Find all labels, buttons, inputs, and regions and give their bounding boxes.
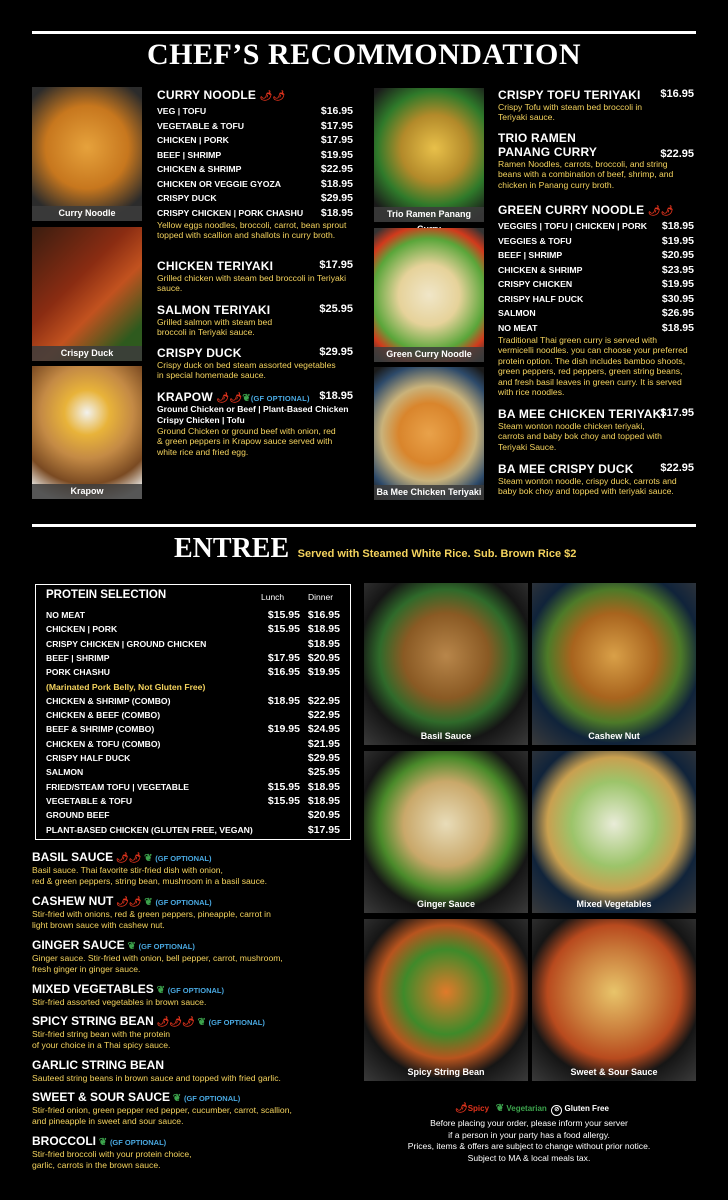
item-price: $25.95 — [319, 303, 353, 315]
chili-icon: 🌶 — [455, 1103, 468, 1114]
dish-description — [32, 997, 332, 1008]
entree-dish-title — [32, 982, 224, 996]
price-row — [498, 263, 694, 278]
protein-label: SALMON — [46, 767, 84, 778]
footer-note — [362, 1118, 696, 1164]
protein-header: PROTEIN SELECTION — [46, 589, 167, 601]
photo-basil-sauce — [364, 583, 528, 745]
photo-sweet-sour-sauce — [532, 919, 696, 1081]
price-row — [157, 191, 353, 206]
trio-ramen-item — [498, 131, 694, 190]
item-description: Yellow eggs noodles, broccoli, carrot, bean sprout topped with scallion and shallots in curry broth. — [157, 220, 347, 241]
dish-description-line-1: Sauteed string beans in brown sauce and topped with fried garlic. — [32, 1073, 281, 1083]
item-name: KRAPOW — [157, 390, 213, 404]
gf-optional: (GF OPTIONAL) — [138, 942, 195, 951]
item-price: $18.95 — [319, 390, 353, 402]
dinner-price: $19.95 — [307, 666, 340, 679]
price-row — [498, 292, 694, 307]
dinner-price: $17.95 — [307, 823, 340, 836]
row-label: CHICKEN | PORK — [157, 135, 229, 145]
protein-row — [46, 737, 340, 751]
dish-description-line-1: Stir-fried string bean with the protein — [32, 1029, 171, 1039]
protein-label: BEEF | SHRIMP — [46, 652, 110, 663]
item-name: CHICKEN TERIYAKI — [157, 259, 274, 273]
protein-row — [46, 808, 340, 822]
row-label: VEGGIES & TOFU — [498, 235, 572, 246]
krapow-options-1: Ground Chicken or Beef | Plant-Based Chicken — [157, 404, 349, 414]
chili-icon: 🌶🌶 — [113, 853, 142, 864]
protein-row — [46, 794, 340, 808]
row-price: $20.95 — [661, 249, 694, 261]
dinner-price: $16.95 — [307, 609, 340, 621]
entree-heading — [174, 533, 576, 565]
chili-icon: 🌶🌶 — [216, 393, 243, 404]
dinner-price: $18.95 — [307, 780, 340, 793]
dish-name: BASIL SAUCE — [32, 850, 114, 864]
leaf-icon: ❦ — [194, 1017, 209, 1028]
photo-caption: Green Curry Noodle — [374, 347, 484, 362]
row-label: CHICKEN OR VEGGIE GYOZA — [157, 178, 282, 189]
protein-row — [46, 751, 340, 765]
lunch-header: Lunch — [261, 592, 285, 602]
gluten-free-icon: ⊘ — [551, 1105, 562, 1116]
protein-row — [46, 694, 340, 708]
protein-label: FRIED/STEAM TOFU | VEGETABLE — [46, 781, 189, 792]
protein-row — [46, 765, 340, 779]
dish-description — [32, 1073, 332, 1084]
item-description: Ramen Noodles, carrots, broccoli, and string beans with a combination of beef, shrimp, and chicken in Panang curry broth. — [498, 159, 674, 190]
price-row — [498, 248, 694, 263]
dish-name: SPICY STRING BEAN — [32, 1014, 154, 1028]
dinner-price: $20.95 — [307, 651, 340, 664]
crispy-tofu-item — [498, 88, 694, 123]
photo-curry-noodle — [32, 87, 142, 221]
price-row — [498, 321, 694, 336]
krapow-options-2: Crispy Chicken | Tofu — [157, 415, 245, 425]
row-price: $26.95 — [661, 307, 694, 319]
entree-dish-title — [32, 894, 212, 908]
lunch-price: $15.95 — [267, 623, 300, 636]
item-price: $22.95 — [660, 462, 694, 474]
leaf-icon: ❦ — [242, 393, 251, 404]
protein-label: CRISPY HALF DUCK — [46, 753, 131, 763]
entree-title: ENTREE — [174, 533, 290, 564]
dish-description — [32, 1149, 332, 1171]
photo-caption: Mixed Vegetables — [576, 899, 652, 909]
protein-row — [46, 780, 340, 794]
item-description: Traditional Thai green curry is served with vermicelli noodles. you can choose your preferred protein option. The dish includes bamboo shoots, green peppers, red peppers, green string beans, and fresh basil leaves in green curry. It is served with rice noodles. — [498, 335, 688, 398]
protein-row — [46, 608, 340, 622]
dinner-price: $29.95 — [307, 752, 340, 764]
row-label: SALMON — [498, 308, 536, 318]
entree-dish-title — [32, 1134, 166, 1148]
row-label: BEEF | SHRIMP — [157, 149, 222, 160]
footer-line-1: Before placing your order, please inform your server — [430, 1118, 628, 1128]
photo-caption: Sweet & Sour Sauce — [570, 1067, 658, 1077]
item-price: $16.95 — [660, 88, 694, 100]
protein-row — [46, 665, 340, 679]
dinner-price: $18.95 — [307, 637, 340, 650]
protein-label: CRISPY CHICKEN | GROUND CHICKEN — [46, 638, 207, 649]
chili-icon: 🌶🌶 — [113, 897, 142, 908]
leaf-icon: ❦ — [96, 1137, 110, 1148]
photo-green-curry-noodle — [374, 228, 484, 362]
dish-description-line-1: Ginger sauce. Stir-fried with onion, bell pepper, carrot, mushroom, — [32, 953, 283, 963]
row-label: VEGETABLE & TOFU — [157, 120, 245, 131]
dinner-price: $22.95 — [307, 709, 340, 722]
item-name: CRISPY TOFU TERIYAKI — [498, 88, 641, 102]
item-name: SALMON TERIYAKI — [157, 303, 271, 317]
protein-label: CHICKEN & TOFU (COMBO) — [46, 738, 161, 749]
lunch-price: $17.95 — [267, 651, 300, 664]
protein-label: PLANT-BASED CHICKEN (GLUTEN FREE, VEGAN) — [46, 824, 253, 835]
item-name: TRIO RAMEN — [498, 131, 576, 145]
item-description: Ground Chicken or ground beef with onion, red & green peppers in Krapow sauce served with white rice and fried egg. — [157, 426, 336, 457]
gf-optional: (GF OPTIONAL) — [155, 898, 212, 907]
dish-description-line-1: Stir-fried with onions, red & green peppers, pineapple, carrot in — [32, 909, 271, 919]
gf-optional: (GF OPTIONAL) — [208, 1018, 265, 1027]
photo-trio-ramen — [374, 88, 484, 222]
photo-caption: Ginger Sauce — [416, 899, 476, 909]
item-description: Crispy duck on bed steam assorted vegetables in special homemade sauce. — [157, 360, 336, 381]
dish-name: BROCCOLI — [32, 1134, 96, 1148]
ba-mee-duck-item — [498, 462, 694, 497]
gf-optional: (GF OPTIONAL) — [167, 986, 224, 995]
protein-label: (Marinated Pork Belly, Not Gluten Free) — [46, 681, 206, 692]
row-price: $19.95 — [320, 148, 353, 161]
dish-name: GARLIC STRING BEAN — [32, 1058, 164, 1072]
dinner-price: $25.95 — [307, 766, 340, 779]
price-row — [157, 162, 353, 177]
protein-label: NO MEAT — [46, 610, 85, 620]
legend-vegetarian: Vegetarian — [506, 1104, 547, 1113]
item-price: $29.95 — [319, 346, 353, 358]
item-name-line2: PANANG CURRY — [498, 145, 598, 159]
dinner-price: $21.95 — [307, 737, 340, 750]
lunch-price: $15.95 — [267, 780, 300, 793]
row-price: $17.95 — [320, 134, 353, 146]
krapow-item — [157, 390, 353, 457]
row-price: $30.95 — [661, 292, 694, 305]
gf-optional: (GF OPTIONAL) — [109, 1138, 167, 1147]
leaf-icon: ❦ — [153, 985, 168, 996]
photo-mixed-vegetables — [532, 751, 696, 913]
row-label: NO MEAT — [498, 322, 538, 333]
dish-description-line-1: Stir-fried onion, green pepper red pepper, cucumber, carrot, scallion, — [32, 1105, 292, 1115]
row-label: CHICKEN & SHRIMP — [498, 264, 583, 275]
price-row — [498, 234, 694, 249]
legend-spicy: Spicy — [467, 1104, 490, 1113]
chicken-teriyaki-item — [157, 259, 353, 294]
item-name: CURRY NOODLE — [157, 88, 257, 102]
lunch-price: $16.95 — [267, 666, 300, 679]
photo-caption: Spicy String Bean — [407, 1067, 485, 1077]
dinner-price: $24.95 — [307, 723, 340, 736]
item-name: BA MEE CRISPY DUCK — [498, 462, 634, 476]
protein-label: VEGETABLE & TOFU — [46, 795, 133, 806]
legend — [455, 1103, 609, 1116]
curry-noodle-item — [157, 88, 353, 241]
dish-description-line-2: light brown sauce with cashew nut. — [32, 920, 165, 930]
protein-label: CHICKEN & SHRIMP (COMBO) — [46, 695, 171, 706]
footer-line-2: if a person in your party has a food allergy. — [448, 1129, 610, 1140]
item-price: $17.95 — [319, 259, 353, 271]
price-row — [157, 133, 353, 148]
green-curry-item — [498, 203, 694, 397]
ba-mee-teriyaki-item — [498, 407, 694, 452]
item-description: Crispy Tofu with steam bed broccoli in Teriyaki sauce. — [498, 102, 643, 123]
row-price: $19.95 — [661, 234, 694, 247]
entree-dish-title — [32, 1090, 240, 1104]
photo-caption: Krapow — [32, 484, 142, 499]
lunch-price: $15.95 — [267, 609, 300, 621]
photo-ginger-sauce — [364, 751, 528, 913]
dish-description — [32, 953, 332, 975]
dish-description-line-2: fresh ginger in ginger sauce. — [32, 964, 141, 974]
dish-description-line-1: Basil sauce. Thai favorite stir-fried dish with onion, — [32, 865, 223, 875]
protein-label: CHICKEN & BEEF (COMBO) — [46, 710, 161, 721]
item-price: $17.95 — [660, 407, 694, 419]
dinner-price: $18.95 — [307, 623, 340, 636]
row-price: $16.95 — [320, 105, 353, 117]
lunch-price: $19.95 — [267, 723, 300, 736]
entree-dish-title — [32, 1014, 265, 1028]
item-price: $22.95 — [660, 148, 694, 160]
row-price: $18.95 — [320, 206, 353, 219]
row-label: BEEF | SHRIMP — [498, 250, 563, 260]
chili-icon: 🌶🌶🌶 — [153, 1017, 195, 1028]
protein-row — [46, 651, 340, 665]
dish-description-line-1: Stir-fried broccoli with your protein choice, — [32, 1149, 192, 1159]
photo-crispy-duck — [32, 227, 142, 361]
entree-dish-title — [32, 938, 195, 952]
photo-caption: Trio Ramen Panang — [374, 207, 484, 222]
leaf-icon: ❦ — [124, 941, 139, 952]
row-price: $18.95 — [320, 177, 353, 190]
salmon-teriyaki-item — [157, 303, 353, 338]
row-price: $18.95 — [661, 321, 694, 334]
row-price: $29.95 — [320, 192, 353, 204]
photo-caption: Ba Mee Chicken Teriyaki — [374, 485, 484, 500]
protein-label: GROUND BEEF — [46, 810, 110, 821]
leaf-icon: ❦ — [495, 1103, 505, 1114]
price-row — [157, 177, 353, 192]
dinner-price: $18.95 — [307, 794, 340, 807]
gf-optional: (GF OPTIONAL) — [250, 394, 310, 403]
dinner-price: $20.95 — [307, 809, 340, 822]
price-row — [157, 148, 353, 163]
dinner-header: Dinner — [308, 592, 334, 602]
protein-label: PORK CHASHU — [46, 667, 110, 678]
leaf-icon: ❦ — [170, 1093, 184, 1104]
row-label: CRISPY CHICKEN — [498, 279, 573, 289]
row-price: $17.95 — [320, 119, 353, 132]
price-row — [498, 277, 694, 292]
row-label: CHICKEN & SHRIMP — [157, 164, 242, 174]
dish-description — [32, 909, 332, 931]
protein-label: CHICKEN | PORK — [46, 624, 118, 635]
protein-row — [46, 722, 340, 736]
row-label: CRISPY CHICKEN | PORK CHASHU — [157, 207, 304, 218]
leaf-icon: ❦ — [141, 897, 156, 908]
dish-description-line-2: garlic, carrots in the brown sauce. — [32, 1160, 161, 1170]
chili-icon: 🌶🌶 — [259, 91, 286, 102]
item-description: Steam wonton noodle, crispy duck, carrots and baby bok choy and topped with teriyaki sauce. — [498, 476, 677, 497]
protein-row — [46, 637, 340, 651]
protein-row — [46, 823, 340, 837]
protein-row — [46, 680, 340, 694]
entree-subtitle: Served with Steamed White Rice. Sub. Brown Rice $2 — [297, 548, 577, 560]
leaf-icon: ❦ — [141, 853, 156, 864]
gf-optional: (GF OPTIONAL) — [155, 854, 212, 863]
dish-description-line-1: Stir-fried assorted vegetables in brown sauce. — [32, 997, 207, 1007]
price-row — [498, 306, 694, 321]
dish-description — [32, 865, 332, 887]
dish-description-line-2: of your choice in a Thai spicy sauce. — [32, 1040, 171, 1050]
photo-krapow — [32, 366, 142, 499]
crispy-duck-item — [157, 346, 353, 381]
row-label: VEG | TOFU — [157, 106, 207, 116]
item-description: Steam wonton noodle chicken teriyaki, carrots and baby bok choy and topped with Teriyaki Sauce. — [498, 421, 662, 452]
dish-description-line-2: and pineapple in sweet and sour sauce. — [32, 1116, 184, 1126]
chili-icon: 🌶🌶 — [647, 206, 674, 217]
row-price: $23.95 — [661, 263, 694, 276]
item-name: BA MEE CHICKEN TERIYAKI — [498, 407, 666, 421]
photo-caption: Basil Sauce — [420, 731, 472, 741]
row-label: CRISPY DUCK — [157, 193, 217, 203]
dish-name: MIXED VEGETABLES — [32, 982, 154, 996]
item-name: CRISPY DUCK — [157, 346, 242, 360]
protein-row — [46, 622, 340, 636]
legend-gluten-free: Gluten Free — [564, 1104, 609, 1113]
chef-title: CHEF’S RECOMMONDATION — [146, 38, 582, 71]
footer-line-3: Prices, items & offers are subject to change without prior notice. — [407, 1141, 651, 1152]
photo-caption: Cashew Nut — [588, 731, 640, 741]
entree-dish-title — [32, 1058, 164, 1072]
top-rule — [32, 31, 696, 34]
middle-rule — [32, 524, 696, 527]
row-price: $22.95 — [320, 163, 353, 175]
photo-ba-mee-teriyaki — [374, 367, 484, 500]
lunch-price: $18.95 — [267, 694, 300, 707]
price-row — [157, 104, 353, 119]
photo-spicy-string-bean — [364, 919, 528, 1081]
lunch-price: $15.95 — [267, 794, 300, 807]
row-price: $19.95 — [661, 278, 694, 290]
photo-cashew-nut — [532, 583, 696, 745]
price-row — [157, 119, 353, 134]
item-description: Grilled salmon with steam bed broccoli in Teriyaki sauce. — [157, 317, 273, 338]
entree-dish-title — [32, 850, 211, 864]
item-name: GREEN CURRY NOODLE — [498, 203, 645, 217]
dish-description-line-2: red & green peppers, string bean, mushroom in a basil sauce. — [32, 876, 268, 886]
dish-name: GINGER SAUCE — [32, 938, 125, 952]
dish-name: CASHEW NUT — [32, 894, 114, 908]
row-label: CRISPY HALF DUCK — [498, 293, 584, 304]
price-row — [498, 219, 694, 234]
price-row — [157, 206, 353, 221]
footer-line-4: Subject to MA & local meals tax. — [467, 1152, 591, 1163]
protein-row — [46, 708, 340, 722]
dish-name: SWEET & SOUR SAUCE — [32, 1090, 171, 1104]
item-description: Grilled chicken with steam bed broccoli in Teriyaki sauce. — [157, 273, 346, 294]
photo-caption: Curry Noodle — [32, 206, 142, 221]
protein-label: BEEF & SHRIMP (COMBO) — [46, 724, 155, 735]
protein-selection-box — [35, 584, 351, 840]
dish-description — [32, 1029, 332, 1051]
row-label: VEGGIES | TOFU | CHICKEN | PORK — [498, 221, 648, 231]
gf-optional: (GF OPTIONAL) — [183, 1094, 241, 1103]
dinner-price: $22.95 — [307, 694, 340, 707]
row-price: $18.95 — [661, 220, 694, 232]
photo-caption: Crispy Duck — [32, 346, 142, 361]
dish-description — [32, 1105, 332, 1127]
